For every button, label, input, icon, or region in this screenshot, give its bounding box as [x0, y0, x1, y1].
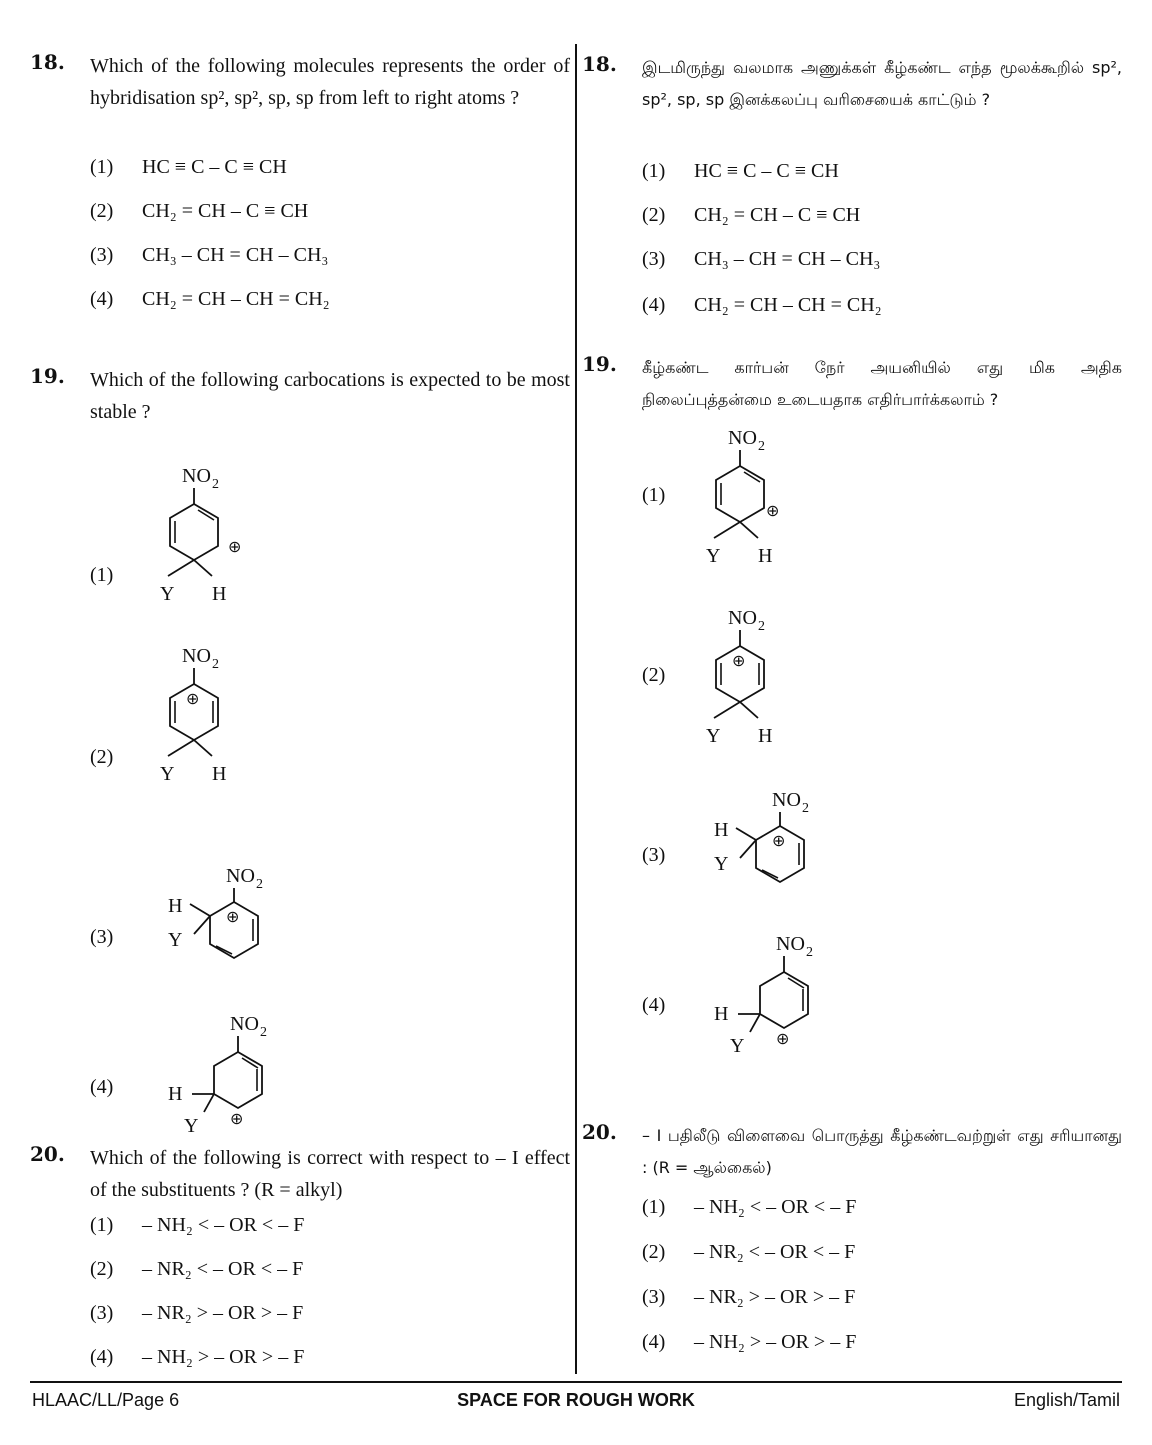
svg-text:Y: Y: [160, 763, 175, 785]
svg-text:NO: NO: [230, 1013, 259, 1035]
language-label: English/Tamil: [1013, 1390, 1120, 1410]
svg-text:2: 2: [256, 877, 263, 892]
question-text: இடமிருந்து வலமாக அணுக்கள் கீழ்கண்ட எந்த மூலக்கூறில் sp², sp², sp, sp இனக்கலப்பு வரிசையைக் காட்டும் ?: [642, 58, 1122, 109]
question-number: 20.: [582, 1120, 617, 1144]
column-divider: [575, 44, 577, 1374]
svg-text:⊕: ⊕: [732, 653, 746, 670]
svg-text:H: H: [714, 819, 729, 841]
page-code: HLAAC/LL/Page 6: [32, 1390, 180, 1410]
carbocation-structure-4: [710, 928, 850, 1058]
svg-text:Y: Y: [706, 725, 721, 747]
carbocation-structure-2: [150, 640, 270, 790]
question-number: 18.: [582, 52, 617, 76]
svg-text:NO: NO: [728, 607, 757, 629]
svg-text:⊕: ⊕: [772, 833, 786, 850]
svg-text:NO: NO: [728, 427, 757, 449]
svg-text:⊕: ⊕: [226, 909, 240, 926]
svg-text:H: H: [168, 1083, 183, 1105]
svg-text:H: H: [758, 725, 773, 747]
svg-text:Y: Y: [714, 853, 729, 875]
svg-text:NO: NO: [772, 789, 801, 811]
carbocation-structure-4: [164, 1008, 304, 1138]
svg-text:H: H: [758, 545, 773, 567]
svg-text:⊕: ⊕: [776, 1031, 790, 1048]
question-number: 19.: [30, 364, 65, 388]
rough-work-label: SPACE FOR ROUGH WORK: [457, 1390, 695, 1410]
svg-text:H: H: [168, 895, 183, 917]
svg-text:2: 2: [758, 619, 765, 634]
question-number: 20.: [30, 1142, 65, 1166]
svg-text:⊕: ⊕: [228, 539, 242, 556]
svg-text:⊕: ⊕: [766, 503, 780, 520]
question-text: Which of the following is correct with respect to – I effect of the substituents ? (R = alkyl): [90, 1147, 570, 1201]
svg-text:Y: Y: [184, 1115, 199, 1137]
question-number: 19.: [582, 352, 617, 376]
svg-text:⊕: ⊕: [230, 1111, 244, 1128]
exam-page: 18. Which of the following molecules represents the order of hybridisation sp², sp², sp, sp from left to right atoms ? (1) HC ≡ C – C ≡ CH (2) CH₂ = CH – C ≡ CH (3) CH₃ – CH = CH – CH₃ (4) CH₂ = CH – CH = CH₂ 19. Which of the following carbocations is expected to be most stable ? (1) NO 2 ⊕ Y H (2) NO 2 ⊕ Y H (3) NO 2 ⊕ H Y (4) NO 2 ⊕ H Y 20. Which of the following is correct with respect to – I effect of the substituents ? (R = alkyl) (1) – NH₂ < – OR < – F (2) – NR₂ < – OR < – F (3) – NR₂ > – OR > – F (4) – NH₂ > – OR > – F 18. இடமிருந்து வலமாக அணுக்கள் கீழ்கண்ட எந்த மூலக்கூறில் sp², sp², sp, sp இனக்கலப்பு வரிசையைக் காட்டும் ? (1) HC ≡ C – C ≡ CH (2) CH₂ = CH – C ≡ CH (3) CH₃ – CH = CH – CH₃ (4) CH₂ = CH – CH = CH₂ 19. கீழ்கண்ட கார்பன் நேர் அயனியில் எது மிக அதிக நிலைப்புத்தன்மை உடையதாக எதிர்பார்க்கலாம் ? (1) NO 2 ⊕ Y H (2) NO 2 ⊕ Y H (3) NO 2 ⊕ H Y (4) NO 2 ⊕ H Y 20. – I பதிலீடு விளைவை பொருத்து கீழ்கண்டவற்றுள் எது சரியானது : (R = ஆல்கைல்) (1) – NH₂ < – OR < – F (2) – NR₂ < – OR < – F (3) – NR₂ > – OR > – F (4) – NH₂ > – OR > – F SPACE FOR ROUGH WORK HLAAC/LL/Page 6 English/Tamil: [0, 0, 1152, 1445]
carbocation-structure-1: [696, 422, 816, 572]
svg-text:2: 2: [260, 1025, 267, 1040]
svg-text:NO: NO: [776, 933, 805, 955]
carbocation-structure-3: [160, 860, 300, 980]
question-text: கீழ்கண்ட கார்பன் நேர் அயனியில் எது மிக அதிக நிலைப்புத்தன்மை உடையதாக எதிர்பார்க்கலாம் ?: [642, 358, 1122, 409]
question-text: Which of the following molecules represents the order of hybridisation sp², sp², sp, sp from left to right atoms ?: [90, 55, 570, 109]
svg-text:2: 2: [212, 477, 219, 492]
svg-text:H: H: [714, 1003, 729, 1025]
svg-text:NO: NO: [226, 865, 255, 887]
svg-text:⊕: ⊕: [186, 691, 200, 708]
svg-text:NO: NO: [182, 465, 211, 487]
svg-text:Y: Y: [706, 545, 721, 567]
footer-rule: [30, 1381, 1122, 1383]
question-text: – I பதிலீடு விளைவை பொருத்து கீழ்கண்டவற்றுள் எது சரியானது : (R = ஆல்கைல்): [642, 1126, 1122, 1177]
svg-text:NO: NO: [182, 645, 211, 667]
svg-text:2: 2: [806, 945, 813, 960]
question-number: 18.: [30, 50, 65, 74]
svg-text:2: 2: [212, 657, 219, 672]
svg-text:2: 2: [758, 439, 765, 454]
svg-text:Y: Y: [168, 929, 183, 951]
carbocation-structure-2: [696, 602, 816, 752]
carbocation-structure-1: [150, 460, 270, 610]
question-text: Which of the following carbocations is expected to be most stable ?: [90, 369, 570, 423]
svg-text:H: H: [212, 763, 227, 785]
svg-text:Y: Y: [160, 583, 175, 605]
carbocation-structure-3: [706, 784, 846, 904]
svg-text:Y: Y: [730, 1035, 745, 1057]
svg-text:2: 2: [802, 801, 809, 816]
svg-text:H: H: [212, 583, 227, 605]
